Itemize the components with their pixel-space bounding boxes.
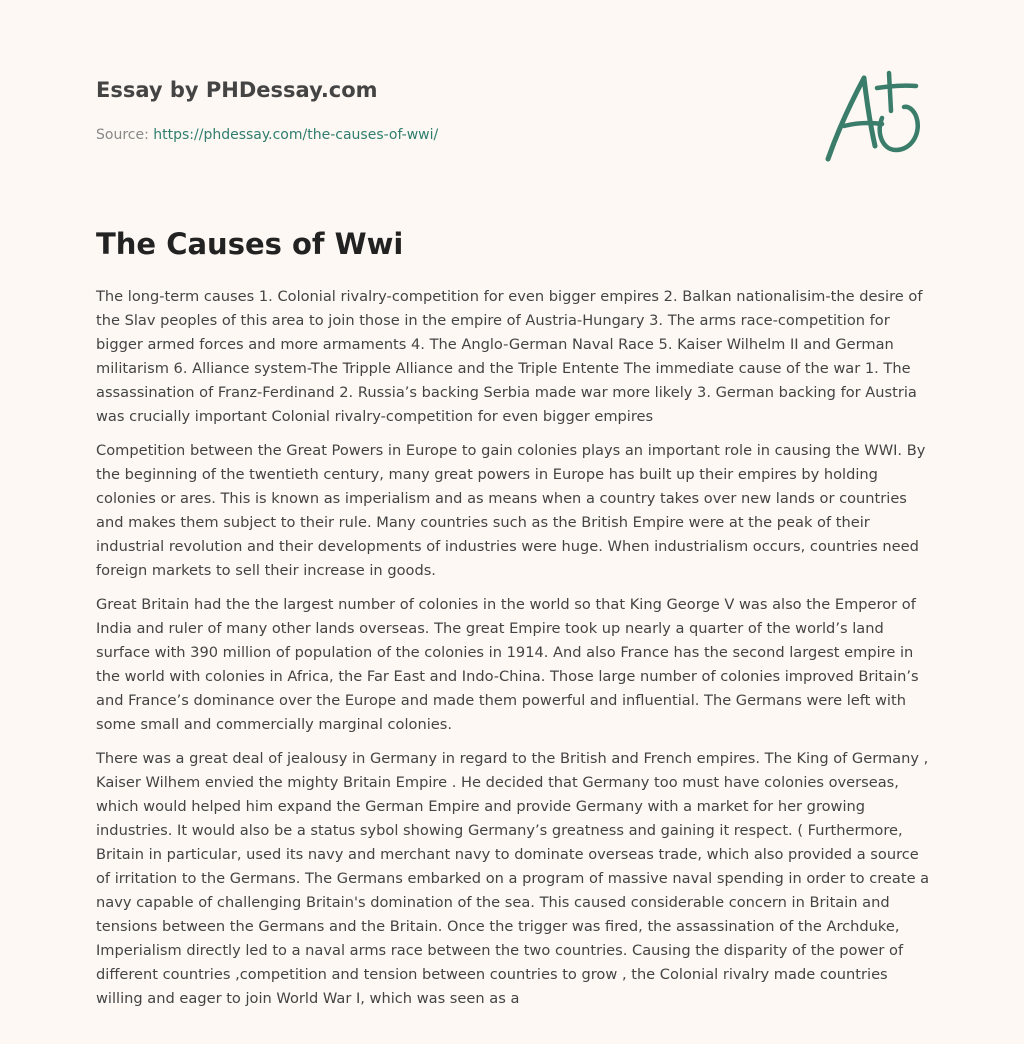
- essay-paragraph: The long-term causes 1. Colonial rivalry-competition for even bigger empires 2. Balkan nationalisim-the desire of the Slav peoples of this area to join those in the empire of Austria-Hungary 3. The arms race-competition for bigger armed forces and more armaments 4. The Anglo-German Naval Race 5. Kaiser Wilhelm II and German militarism 6. Alliance system-The Tripple Alliance and the Triple Entente The immediate cause of the war 1. The assassination of Franz-Ferdinand 2. Russia’s backing Serbia made war more likely 3. German backing for Austria was crucially important Colonial rivalry-competition for even bigger empires: [96, 288, 923, 425]
- essay-paragraph: There was a great deal of jealousy in Germany in regard to the British and French empires. The King of Germany , Kaiser Wilhem envied the mighty Britain Empire . He decided that Germany too must have colonies overseas, which would helped him expand the German Empire and provide Germany with a market for her growing industries. It would also be a status sybol showing Germany’s greatness and gaining it respect. ( Furthermore, Britain in particular, used its navy and merchant navy to dominate overseas trade, which also provided a source of irritation to the Germans. The Germans embarked on a program of massive naval spending in order to create a navy capable of challenging Britain's domination of the sea. This caused considerable concern in Britain and tensions between the Germans and the Britain. Once the trigger was fired, the assassination of the Archduke, Imperialism directly led to a naval arms race between the two countries. Causing the disparity of the power of different countries ,competition and tension between countries to grow , the Colonial rivalry made countries willing and eager to join World War I, which was seen as a: [96, 750, 930, 1007]
- site-brand: Essay by PHDessay.com: [96, 78, 378, 102]
- source-line: [96, 126, 796, 144]
- source-label: Source:: [96, 127, 154, 143]
- source-link[interactable]: https://phdessay.com/the-causes-of-wwi/: [153, 127, 439, 143]
- essay-paragraph: Competition between the Great Powers in Europe to gain colonies plays an important role in causing the WWI. By the beginning of the twentieth century, many great powers in Europe has built up their empires by holding colonies or ares. This is known as imperialism and as means when a country takes over new lands or countries and makes them subject to their rule. Many countries such as the British Empire were at the peak of their industrial revolution and their developments of industries were huge. When industrialism occurs, countries need foreign markets to sell their increase in goods.: [96, 442, 926, 579]
- a-plus-grade-icon: [822, 66, 932, 166]
- essay-paragraph: Great Britain had the the largest number of colonies in the world so that King George V was also the Emperor of India and ruler of many other lands overseas. The great Empire took up nearly a quarter of the world’s land surface with 390 million of population of the colonies in 1914. And also France has the second largest empire in the world with colonies in Africa, the Far East and Indo-China. Those large number of colonies improved Britain’s and France’s dominance over the Europe and made them powerful and influential. The Germans were left with some small and commercially marginal colonies.: [96, 596, 919, 733]
- essay-title: The Causes of Wwi: [96, 227, 404, 261]
- essay-header: [96, 76, 796, 144]
- essay-body: [96, 285, 932, 1021]
